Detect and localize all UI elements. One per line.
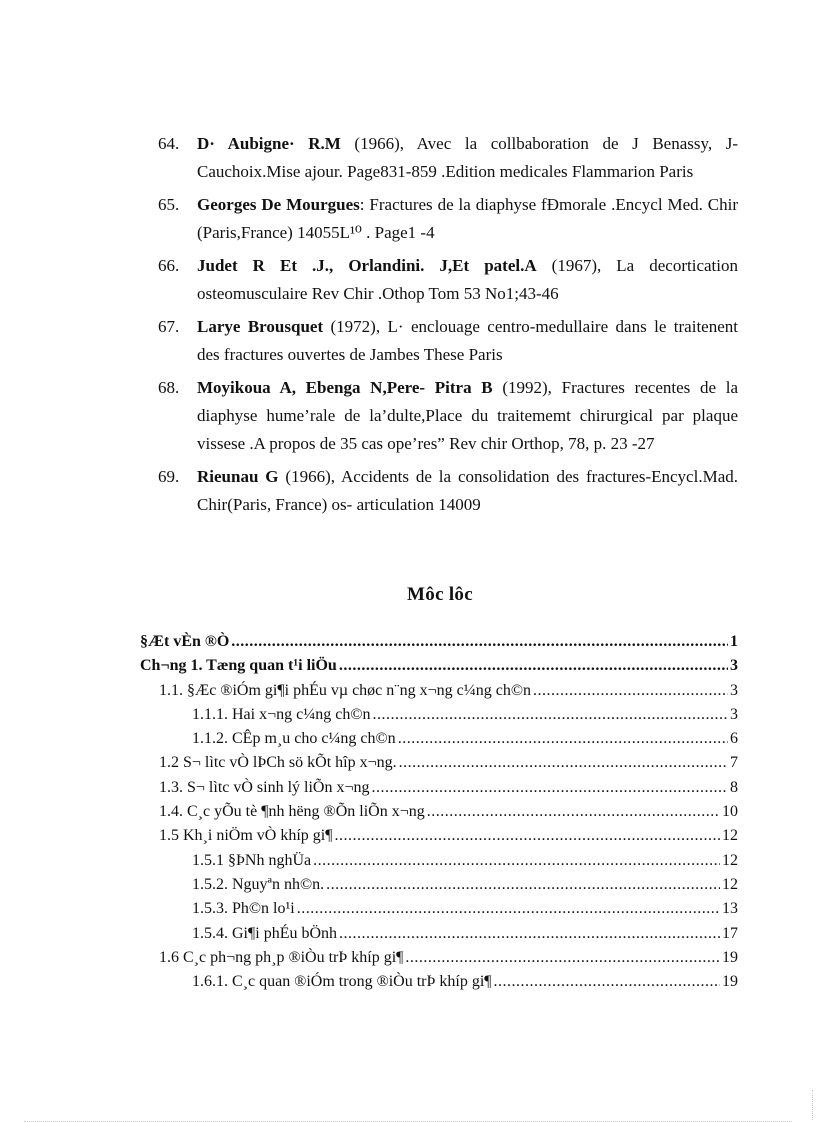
toc-entry[interactable] xyxy=(140,682,738,706)
toc-leader-dots xyxy=(533,682,728,700)
toc-leader-dots xyxy=(427,803,720,821)
toc-entry[interactable] xyxy=(140,876,738,900)
toc-leader-dots xyxy=(313,852,720,870)
reference-details: (1966), Accidents de la consolidation des fractures-Encycl.Mad. Chir(Paris, France) os- articulation 14009 xyxy=(197,467,738,514)
toc-entry[interactable] xyxy=(140,803,738,827)
toc-leader-dots xyxy=(399,754,728,772)
toc-entry-label: Ch¬ng 1. Tæng quan t¹i liÖu xyxy=(140,657,337,675)
page-corner-mark xyxy=(812,1090,814,1120)
toc-entry-label: 1.1.1. Hai x¬ng c¼ng ch©n xyxy=(192,705,371,723)
toc-entry[interactable] xyxy=(140,754,738,778)
reference-number: 64. xyxy=(158,134,180,153)
toc-page-number: 19 xyxy=(722,973,738,991)
toc-leader-dots xyxy=(372,706,728,724)
reference-details: (1972), L· enclouage centro-medullaire dans le traitenent des fractures ouvertes de Jambes These Paris xyxy=(197,317,738,364)
reference-authors: Judet R Et .J., Orlandini. J,Et patel.A xyxy=(197,256,537,275)
reference-item xyxy=(158,463,738,519)
toc-entry-label: 1.5 Kh¸i niÖm vÒ khíp gi¶ xyxy=(159,827,333,845)
toc-page-number: 12 xyxy=(722,827,738,845)
reference-details: (1992), Fractures recentes de la diaphyse hume’rale de la’dulte,Place du traitememt chirurgical par plaque vissese .A propos de 35 cas ope’res” Rev chir Orthop, 78, p. 23 -27 xyxy=(197,378,738,453)
toc-page-number: 8 xyxy=(730,778,738,796)
toc-title: Môc lôc xyxy=(407,584,473,605)
reference-number: 65. xyxy=(158,195,180,214)
reference-details: (1966), Avec la collbaboration de J Benassy, J-Cauchoix.Mise ajour. Page831-859 .Edition medicales Flammarion Paris xyxy=(197,134,738,181)
toc-entry[interactable] xyxy=(140,730,738,754)
reference-authors: Larye Brousquet xyxy=(197,317,324,336)
reference-number: 68. xyxy=(158,378,180,397)
reference-number: 69. xyxy=(158,467,180,486)
toc-leader-dots xyxy=(494,973,720,991)
toc-entry-label: 1.3. S¬ lìtc vÒ sinh lý liÕn x¬ng xyxy=(159,778,370,796)
reference-list xyxy=(158,130,738,524)
toc-entry-label: 1.6 C¸c ph¬ng ph¸p ®iÒu trÞ khíp gi¶ xyxy=(159,948,404,966)
toc-entry-label: 1.6.1. C¸c quan ®iÓm trong ®iÒu trÞ khíp gi¶ xyxy=(192,973,492,991)
reference-details: : Fractures de la diaphyse fÐmorale .Encycl Med. Chir (Paris,France) 14055L¹⁰ . Page1 -4 xyxy=(197,195,738,242)
toc-entry-label: 1.5.4. Gi¶i phÉu bÖnh xyxy=(192,924,338,942)
reference-authors: Moyikoua A, Ebenga N,Pere- Pitra B xyxy=(197,378,493,397)
reference-item xyxy=(158,252,738,308)
toc-leader-dots xyxy=(326,876,720,894)
toc-page-number: 3 xyxy=(730,681,738,699)
toc-page-number: 10 xyxy=(722,803,738,821)
toc-entry[interactable] xyxy=(140,852,738,876)
reference-item xyxy=(158,130,738,186)
reference-item xyxy=(158,374,738,458)
reference-item xyxy=(158,313,738,369)
toc-entry-label: 1.5.3. Ph©n lo¹i xyxy=(192,900,295,918)
toc-page-number: 17 xyxy=(722,924,738,942)
toc-page-number: 6 xyxy=(730,730,738,748)
toc-entry[interactable] xyxy=(140,925,738,949)
toc-entry-label: 1.1.2. CÊp m¸u cho c¼ng ch©n xyxy=(192,730,396,748)
toc-entry-label: §Æt vÈn ®Ò xyxy=(140,633,230,650)
toc-entry[interactable] xyxy=(140,827,738,851)
toc-entry-label: 1.5.1 §ÞNh nghÜa xyxy=(192,851,312,869)
toc-leader-dots xyxy=(405,949,720,967)
reference-number: 67. xyxy=(158,317,180,336)
toc-entry[interactable] xyxy=(140,900,738,924)
toc-page-number: 1 xyxy=(730,633,738,650)
toc-leader-dots xyxy=(339,657,728,675)
page-border-line xyxy=(24,1121,792,1122)
toc-leader-dots xyxy=(297,900,720,918)
reference-authors: Georges De Mourgues xyxy=(197,195,360,214)
toc-entry[interactable] xyxy=(140,779,738,803)
toc-page-number: 12 xyxy=(722,875,738,893)
toc-page-number: 19 xyxy=(722,948,738,966)
toc-entry-label: 1.5.2. Nguyªn nh©n. xyxy=(192,875,325,893)
table-of-contents xyxy=(140,633,738,997)
toc-leader-dots xyxy=(372,779,729,797)
toc-entry[interactable] xyxy=(140,973,738,997)
reference-number: 66. xyxy=(158,256,180,275)
toc-entry-label: 1.4. C¸c yÕu tè ¶nh hëng ®Õn liÕn x¬ng xyxy=(159,803,425,821)
toc-leader-dots xyxy=(339,925,720,943)
toc-entry-label: 1.2 S¬ lìtc vÒ lÞCh sö kÕt hîp x¬ng. xyxy=(159,754,397,772)
toc-entry[interactable] xyxy=(140,949,738,973)
reference-authors: Rieunau G xyxy=(197,467,279,486)
toc-leader-dots xyxy=(334,827,720,845)
toc-page-number: 13 xyxy=(722,900,738,918)
reference-authors: D· Aubigne· R.M xyxy=(197,134,341,153)
toc-page-number: 3 xyxy=(730,657,738,675)
toc-page-number: 7 xyxy=(730,754,738,772)
toc-entry[interactable] xyxy=(140,706,738,730)
toc-leader-dots xyxy=(231,633,728,651)
reference-item xyxy=(158,191,738,247)
reference-details: (1967), La decortication osteomusculaire Rev Chir .Othop Tom 53 No1;43-46 xyxy=(197,256,738,303)
toc-page-number: 12 xyxy=(722,851,738,869)
toc-entry[interactable] xyxy=(140,633,738,657)
toc-entry[interactable] xyxy=(140,657,738,681)
toc-page-number: 3 xyxy=(730,705,738,723)
toc-entry-label: 1.1. §Æc ®iÓm gi¶i phÉu vµ chøc n¨ng x¬ng c¼ng ch©n xyxy=(159,681,531,699)
toc-leader-dots xyxy=(398,730,728,748)
